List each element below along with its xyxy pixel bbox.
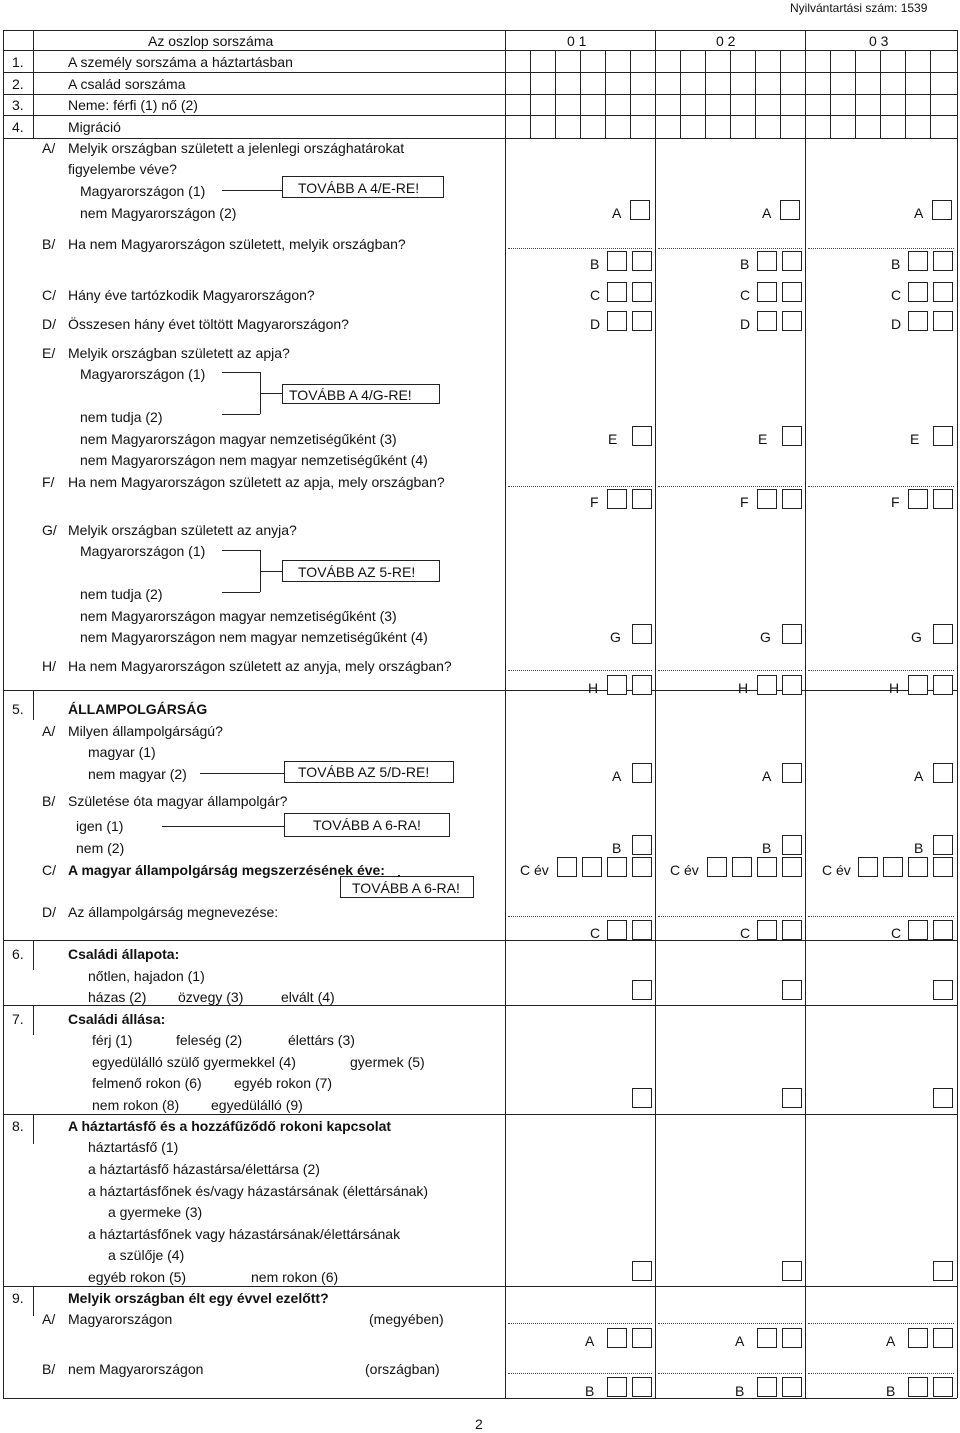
q9-number: 9. bbox=[12, 1290, 24, 1306]
q4g-col2-label: G bbox=[760, 629, 771, 645]
q9b-col1-label: B bbox=[585, 1383, 595, 1399]
q6-col2-box[interactable] bbox=[782, 980, 802, 1000]
q5a-col2-box[interactable] bbox=[782, 763, 802, 783]
q9a-col2-dots[interactable] bbox=[658, 1323, 802, 1324]
q4g-col1-box[interactable] bbox=[632, 624, 652, 644]
row-1-text: A személy sorszáma a háztartásban bbox=[68, 54, 293, 70]
cell-divider bbox=[630, 50, 631, 138]
q5a-letter: A/ bbox=[42, 723, 56, 739]
q4b-col3-label: B bbox=[891, 256, 901, 272]
q4d-col2-box1[interactable] bbox=[757, 311, 777, 331]
row-3-text: Neme: férfi (1) nő (2) bbox=[68, 97, 198, 113]
q5c-col3-box3[interactable] bbox=[908, 857, 928, 877]
grid-row-0 bbox=[3, 50, 957, 51]
q4b-col2-box2[interactable] bbox=[782, 251, 802, 271]
q5b-letter: B/ bbox=[42, 793, 56, 809]
row-3-number: 3. bbox=[12, 97, 24, 113]
q8-line2: a háztartásfő házastársa/élettársa (2) bbox=[88, 1161, 320, 1177]
q5b-col3-box[interactable] bbox=[933, 835, 953, 855]
q4a-text: Melyik országban született a jelenlegi országhatárokat bbox=[68, 140, 405, 156]
column-number-1: 0 1 bbox=[567, 33, 587, 49]
q8-number: 8. bbox=[12, 1118, 24, 1134]
q9b-col2-box2[interactable] bbox=[782, 1377, 802, 1397]
q4a-col3-box[interactable] bbox=[932, 200, 952, 220]
q9a-col2-box2[interactable] bbox=[782, 1328, 802, 1348]
q5d-letter: D/ bbox=[42, 904, 56, 920]
q4a-goto: TOVÁBB A 4/E-RE! bbox=[298, 180, 420, 196]
q5b-goto: TOVÁBB A 6-RA! bbox=[313, 817, 421, 833]
q4g-bracket-bottom bbox=[222, 592, 260, 593]
q4a-opt2: nem Magyarországon (2) bbox=[80, 205, 237, 221]
q4c-col1-label: C bbox=[590, 287, 601, 303]
q5a-col3-label: A bbox=[914, 768, 924, 784]
q9b-col1-box2[interactable] bbox=[632, 1377, 652, 1397]
cell-divider bbox=[830, 50, 831, 138]
q4h-col1-box1[interactable] bbox=[607, 675, 627, 695]
q4a-opt1: Magyarországon (1) bbox=[80, 183, 206, 199]
q4c-col2-box1[interactable] bbox=[757, 282, 777, 302]
q5c-col1-box1[interactable] bbox=[557, 857, 577, 877]
q9a-col3-dots[interactable] bbox=[808, 1323, 954, 1324]
q5a-opt1: magyar (1) bbox=[88, 744, 156, 760]
q8-line7a: egyéb rokon (5) bbox=[88, 1269, 187, 1285]
q4g-col3-box[interactable] bbox=[933, 624, 953, 644]
q4a-col2-box[interactable] bbox=[780, 200, 800, 220]
q5b-col2-label: B bbox=[762, 840, 772, 856]
cell-divider bbox=[905, 50, 906, 138]
q5d-col1-dots[interactable] bbox=[508, 916, 652, 917]
cell-divider bbox=[580, 50, 581, 138]
q4e-col3-box[interactable] bbox=[933, 426, 953, 446]
grid-row-1 bbox=[3, 72, 957, 73]
q7-line1b: feleség (2) bbox=[176, 1032, 243, 1048]
q8-col2-box[interactable] bbox=[782, 1261, 802, 1281]
q4e-opt3: nem Magyarországon magyar nemzetiségűként (3) bbox=[80, 431, 397, 447]
q9a-col3-label: A bbox=[886, 1333, 896, 1349]
q9a-col1-dots[interactable] bbox=[508, 1323, 652, 1324]
cell-divider bbox=[705, 50, 706, 138]
q4h-col2-box2[interactable] bbox=[782, 675, 802, 695]
q5c-col2-box2[interactable] bbox=[732, 857, 752, 877]
q4a-col2-label: A bbox=[762, 205, 772, 221]
q4e-col1-label: E bbox=[608, 431, 618, 447]
cell-divider bbox=[730, 50, 731, 138]
grid-col1-divider bbox=[505, 30, 506, 1398]
q4e-opt1: Magyarországon (1) bbox=[80, 366, 206, 382]
q4g-opt3: nem Magyarországon magyar nemzetiségűként (3) bbox=[80, 608, 397, 624]
column-number-2: 0 2 bbox=[716, 33, 736, 49]
q4f-col3-box1[interactable] bbox=[908, 489, 928, 509]
q6-line2c: elvált (4) bbox=[281, 989, 335, 1005]
q5a-text: Milyen állampolgárságú? bbox=[68, 723, 223, 739]
q4f-letter: F/ bbox=[42, 474, 55, 490]
q9a-col3-box2[interactable] bbox=[933, 1328, 953, 1348]
q4g-opt2: nem tudja (2) bbox=[80, 586, 163, 602]
q4h-col3-box2[interactable] bbox=[933, 675, 953, 695]
q4e-opt4: nem Magyarországon nem magyar nemzetiségűként (4) bbox=[80, 452, 428, 468]
row-4-text: Migráció bbox=[68, 119, 121, 135]
q7-line2b: gyermek (5) bbox=[350, 1054, 425, 1070]
q4f-col1-box2[interactable] bbox=[632, 489, 652, 509]
cell-divider bbox=[680, 50, 681, 138]
q4b-col3-dots[interactable] bbox=[808, 248, 954, 249]
q8-line3: a háztartásfőnek és/vagy házastársának (élettársának) bbox=[88, 1183, 429, 1199]
grid-col3-divider bbox=[805, 30, 806, 1398]
grid-section-6 bbox=[3, 940, 957, 941]
q4h-col1-dots[interactable] bbox=[508, 670, 652, 671]
q4h-col2-label: H bbox=[738, 680, 749, 696]
q9b-letter: B/ bbox=[42, 1361, 56, 1377]
grid-col2-divider bbox=[655, 30, 656, 1398]
q4a-col1-box[interactable] bbox=[630, 200, 650, 220]
q9a-col1-box2[interactable] bbox=[632, 1328, 652, 1348]
q4a-text2: figyelembe véve? bbox=[68, 161, 177, 177]
q4e-col2-box[interactable] bbox=[782, 426, 802, 446]
grid-row-4 bbox=[3, 138, 957, 139]
q7-line4a: nem rokon (8) bbox=[92, 1097, 180, 1113]
q4e-bracket-top bbox=[222, 372, 260, 373]
q4h-col3-dots[interactable] bbox=[808, 670, 954, 671]
q7-line3b: egyéb rokon (7) bbox=[234, 1075, 333, 1091]
cell-divider bbox=[855, 50, 856, 138]
q4a-letter: A/ bbox=[42, 140, 56, 156]
q7-col2-box[interactable] bbox=[782, 1088, 802, 1108]
q5c-text: A magyar állampolgárság megszerzésének éve: bbox=[68, 862, 385, 878]
q4e-arrow-line bbox=[260, 393, 282, 394]
q4h-col1-box2[interactable] bbox=[632, 675, 652, 695]
q5d-text: Az állampolgárság megnevezése: bbox=[68, 904, 279, 920]
grid-right-border bbox=[957, 30, 958, 1398]
q5b-text: Születése óta magyar állampolgár? bbox=[68, 793, 288, 809]
q4e-opt2: nem tudja (2) bbox=[80, 409, 163, 425]
q4b-col2-label: B bbox=[740, 256, 750, 272]
q4d-col3-box1[interactable] bbox=[908, 311, 928, 331]
q9b-col3-box1[interactable] bbox=[908, 1377, 928, 1397]
q4g-col2-box[interactable] bbox=[782, 624, 802, 644]
q4b-col1-dots[interactable] bbox=[508, 248, 652, 249]
q4g-col3-label: G bbox=[911, 629, 922, 645]
q4h-col2-dots[interactable] bbox=[658, 670, 802, 671]
q4b-col1-label: B bbox=[590, 256, 600, 272]
q4c-col2-label: C bbox=[740, 287, 751, 303]
q4b-col1-box2[interactable] bbox=[632, 251, 652, 271]
q5d-col2-box2[interactable] bbox=[782, 920, 802, 940]
q4d-col2-label: D bbox=[740, 316, 751, 332]
q5d-col1-label: C bbox=[590, 925, 601, 941]
q9a-col3-box1[interactable] bbox=[908, 1328, 928, 1348]
q5b-col1-label: B bbox=[612, 840, 622, 856]
q4f-col2-label: F bbox=[740, 494, 749, 510]
q5c-col2-box4[interactable] bbox=[782, 857, 802, 877]
q6-line1: nőtlen, hajadon (1) bbox=[88, 968, 205, 984]
q5c-col3-label: C év bbox=[822, 862, 851, 878]
q4h-text: Ha nem Magyarországon született az anyja, mely országban? bbox=[68, 658, 452, 674]
q4h-col1-label: H bbox=[588, 680, 599, 696]
q4d-col3-label: D bbox=[891, 316, 902, 332]
q4d-col1-box1[interactable] bbox=[607, 311, 627, 331]
q4a-col3-label: A bbox=[914, 205, 924, 221]
grid-top bbox=[3, 30, 957, 31]
grid-left-border bbox=[3, 30, 4, 1398]
q4g-goto: TOVÁBB AZ 5-RE! bbox=[298, 564, 416, 580]
q4b-text: Ha nem Magyarországon született, melyik országban? bbox=[68, 236, 406, 252]
q5c-col2-label: C év bbox=[670, 862, 699, 878]
grid-num-col-8 bbox=[33, 1114, 34, 1144]
q6-number: 6. bbox=[12, 946, 24, 962]
q5b-opt2: nem (2) bbox=[76, 840, 125, 856]
q8-line4: a gyermeke (3) bbox=[108, 1204, 203, 1220]
q4d-col2-box2[interactable] bbox=[782, 311, 802, 331]
q4b-col1-box1[interactable] bbox=[607, 251, 627, 271]
q5d-col1-box2[interactable] bbox=[632, 920, 652, 940]
grid-row-3 bbox=[3, 115, 957, 116]
grid-num-col-5 bbox=[33, 690, 34, 720]
row-1-number: 1. bbox=[12, 54, 24, 70]
q4b-col2-box1[interactable] bbox=[757, 251, 777, 271]
q9a-col1-box1[interactable] bbox=[607, 1328, 627, 1348]
q9b-hint: (országban) bbox=[365, 1361, 440, 1377]
q5b-col3-label: B bbox=[914, 840, 924, 856]
q4e-col3-label: E bbox=[910, 431, 920, 447]
grid-section-9 bbox=[3, 1286, 957, 1287]
q8-title: A háztartásfő és a hozzáfűződő rokoni kapcsolat bbox=[68, 1118, 392, 1134]
q7-line4b: egyedülálló (9) bbox=[211, 1097, 303, 1113]
q6-line2b: özvegy (3) bbox=[178, 989, 244, 1005]
q5c-col1-label: C év bbox=[520, 862, 549, 878]
cell-divider bbox=[605, 50, 606, 138]
grid-section-8 bbox=[3, 1114, 957, 1115]
q5a-col1-box[interactable] bbox=[632, 763, 652, 783]
q9b-text: nem Magyarországon bbox=[68, 1361, 204, 1377]
q5d-col2-box1[interactable] bbox=[757, 920, 777, 940]
q4e-bracket-bottom bbox=[222, 414, 260, 415]
q4d-col3-box2[interactable] bbox=[933, 311, 953, 331]
row-4-number: 4. bbox=[12, 119, 24, 135]
q5b-opt1: igen (1) bbox=[76, 818, 124, 834]
grid-num-col-7 bbox=[33, 1005, 34, 1035]
q7-col3-box[interactable] bbox=[933, 1088, 953, 1108]
q4d-text: Összesen hány évet töltött Magyarországon? bbox=[68, 316, 349, 332]
q4g-opt1: Magyarországon (1) bbox=[80, 543, 206, 559]
q9a-text: Magyarországon bbox=[68, 1311, 173, 1327]
q4g-letter: G/ bbox=[42, 522, 57, 538]
q4g-opt4: nem Magyarországon nem magyar nemzetiségűként (4) bbox=[80, 629, 428, 645]
q4e-text: Melyik országban született az apja? bbox=[68, 345, 290, 361]
q9b-col2-label: B bbox=[735, 1383, 745, 1399]
q9b-col3-box2[interactable] bbox=[933, 1377, 953, 1397]
grid-num-col-6 bbox=[33, 940, 34, 970]
q7-title: Családi állása: bbox=[68, 1011, 166, 1027]
q5c-letter: C/ bbox=[42, 862, 56, 878]
q7-line1a: férj (1) bbox=[92, 1032, 133, 1048]
q4c-col3-box1[interactable] bbox=[908, 282, 928, 302]
q5d-col1-box1[interactable] bbox=[607, 920, 627, 940]
q5-title: ÁLLAMPOLGÁRSÁG bbox=[68, 701, 208, 717]
q4g-col1-label: G bbox=[610, 629, 621, 645]
q4h-col2-box1[interactable] bbox=[757, 675, 777, 695]
q5d-col3-label: C bbox=[891, 925, 902, 941]
q5a-arrow-line bbox=[200, 773, 284, 774]
q4f-col1-dots[interactable] bbox=[508, 486, 652, 487]
q4d-col1-box2[interactable] bbox=[632, 311, 652, 331]
q4c-text: Hány éve tartózkodik Magyarországon? bbox=[68, 287, 315, 303]
q4c-letter: C/ bbox=[42, 287, 56, 303]
cell-divider bbox=[880, 50, 881, 138]
q4f-col2-box2[interactable] bbox=[782, 489, 802, 509]
q4b-col2-dots[interactable] bbox=[658, 248, 802, 249]
q9a-col2-label: A bbox=[735, 1333, 745, 1349]
q8-line5: a háztartásfőnek vagy házastársának/élettársának bbox=[88, 1226, 401, 1242]
q5a-col3-box[interactable] bbox=[933, 763, 953, 783]
q8-col1-box[interactable] bbox=[632, 1261, 652, 1281]
q5d-col3-box2[interactable] bbox=[933, 920, 953, 940]
cell-divider bbox=[930, 50, 931, 138]
grid-num-col-9 bbox=[33, 1286, 34, 1316]
q7-col1-box[interactable] bbox=[632, 1088, 652, 1108]
q8-line6: a szülője (4) bbox=[108, 1247, 185, 1263]
q5a-goto: TOVÁBB AZ 5/D-RE! bbox=[298, 764, 430, 780]
q4g-text: Melyik országban született az anyja? bbox=[68, 522, 297, 538]
q5c-col1-box2[interactable] bbox=[582, 857, 602, 877]
q4g-arrow-line bbox=[260, 571, 282, 572]
q4b-letter: B/ bbox=[42, 236, 56, 252]
q5d-col2-dots[interactable] bbox=[658, 916, 802, 917]
q5a-col2-label: A bbox=[762, 768, 772, 784]
q7-line3a: felmenő rokon (6) bbox=[92, 1075, 202, 1091]
column-number-3: 0 3 bbox=[869, 33, 889, 49]
q9-title: Melyik országban élt egy évvel ezelőtt? bbox=[68, 1290, 329, 1306]
q4f-col2-box1[interactable] bbox=[757, 489, 777, 509]
grid-num-col-top bbox=[33, 30, 34, 138]
q4f-col1-label: F bbox=[590, 494, 599, 510]
q4f-col1-box1[interactable] bbox=[607, 489, 627, 509]
q4b-col3-box2[interactable] bbox=[933, 251, 953, 271]
q4h-col3-box1[interactable] bbox=[908, 675, 928, 695]
q9b-col2-dots[interactable] bbox=[658, 1373, 802, 1374]
page-number: 2 bbox=[475, 1416, 483, 1432]
q4c-col3-box2[interactable] bbox=[933, 282, 953, 302]
q4f-col3-box2[interactable] bbox=[933, 489, 953, 509]
q5a-col1-label: A bbox=[612, 768, 622, 784]
q4c-col3-label: C bbox=[891, 287, 902, 303]
q6-col1-box[interactable] bbox=[632, 980, 652, 1000]
cell-divider bbox=[555, 50, 556, 138]
q5b-arrow-line bbox=[162, 826, 284, 827]
q4e-goto: TOVÁBB A 4/G-RE! bbox=[289, 387, 412, 403]
q9b-col3-label: B bbox=[886, 1383, 896, 1399]
grid-section-5 bbox=[3, 690, 957, 691]
q9b-col1-box1[interactable] bbox=[607, 1377, 627, 1397]
cell-divider bbox=[755, 50, 756, 138]
q9a-col1-label: A bbox=[585, 1333, 595, 1349]
q5d-col2-label: C bbox=[740, 925, 751, 941]
q7-line2a: egyedülálló szülő gyermekkel (4) bbox=[92, 1054, 296, 1070]
q9b-col3-dots[interactable] bbox=[808, 1373, 954, 1374]
q8-line7b: nem rokon (6) bbox=[251, 1269, 339, 1285]
q4h-letter: H/ bbox=[42, 658, 56, 674]
q4e-col1-box[interactable] bbox=[632, 426, 652, 446]
cell-divider bbox=[530, 50, 531, 138]
q8-line1: háztartásfő (1) bbox=[88, 1139, 179, 1155]
q7-number: 7. bbox=[12, 1011, 24, 1027]
q4f-col2-dots[interactable] bbox=[658, 486, 802, 487]
q4d-col1-label: D bbox=[590, 316, 601, 332]
q5c-col2-box3[interactable] bbox=[757, 857, 777, 877]
q5d-col3-box1[interactable] bbox=[908, 920, 928, 940]
q5c-col1-box4[interactable] bbox=[632, 857, 652, 877]
row-2-number: 2. bbox=[12, 76, 24, 92]
q4c-col1-box1[interactable] bbox=[607, 282, 627, 302]
q9b-col1-dots[interactable] bbox=[508, 1373, 652, 1374]
q5c-col3-box1[interactable] bbox=[858, 857, 878, 877]
q6-title: Családi állapota: bbox=[68, 946, 180, 962]
q4f-col3-label: F bbox=[891, 494, 900, 510]
q5c-col3-box4[interactable] bbox=[933, 857, 953, 877]
q4c-col2-box2[interactable] bbox=[782, 282, 802, 302]
q9b-col2-box1[interactable] bbox=[757, 1377, 777, 1397]
row-2-text: A család sorszáma bbox=[68, 76, 186, 92]
q5a-opt2: nem magyar (2) bbox=[88, 766, 187, 782]
q8-col3-box[interactable] bbox=[933, 1261, 953, 1281]
q5b-col1-box[interactable] bbox=[632, 835, 652, 855]
q5c-col3-box2[interactable] bbox=[883, 857, 903, 877]
registration-number: Nyilvántartási szám: 1539 bbox=[790, 1, 928, 15]
q6-col3-box[interactable] bbox=[933, 980, 953, 1000]
q5-number: 5. bbox=[12, 701, 24, 717]
q4g-bracket-top bbox=[222, 550, 260, 551]
q4d-letter: D/ bbox=[42, 316, 56, 332]
grid-bottom bbox=[3, 1398, 957, 1399]
q4c-col1-box2[interactable] bbox=[632, 282, 652, 302]
cell-divider bbox=[780, 50, 781, 138]
q5c-col2-box1[interactable] bbox=[707, 857, 727, 877]
q6-line2a: házas (2) bbox=[88, 989, 147, 1005]
grid-section-7 bbox=[3, 1005, 957, 1006]
q4f-col3-dots[interactable] bbox=[808, 486, 954, 487]
q7-line1c: élettárs (3) bbox=[288, 1032, 355, 1048]
q4h-col3-label: H bbox=[889, 680, 900, 696]
q9a-letter: A/ bbox=[42, 1311, 56, 1327]
q5d-col3-dots[interactable] bbox=[808, 916, 954, 917]
q5b-col2-box[interactable] bbox=[782, 835, 802, 855]
q9a-col2-box1[interactable] bbox=[757, 1328, 777, 1348]
q4f-text: Ha nem Magyarországon született az apja, mely országban? bbox=[68, 474, 445, 490]
q4a-col1-label: A bbox=[612, 205, 622, 221]
q4e-letter: E/ bbox=[42, 345, 56, 361]
q5c-col1-box3[interactable] bbox=[607, 857, 627, 877]
column-title: Az oszlop sorszáma bbox=[148, 33, 274, 49]
grid-row-2 bbox=[3, 94, 957, 95]
q9a-hint: (megyében) bbox=[369, 1311, 444, 1327]
q4b-col3-box1[interactable] bbox=[908, 251, 928, 271]
q4a-arrow-line bbox=[222, 190, 282, 191]
q5c-goto: TOVÁBB A 6-RA! bbox=[352, 880, 460, 896]
q4e-col2-label: E bbox=[758, 431, 768, 447]
